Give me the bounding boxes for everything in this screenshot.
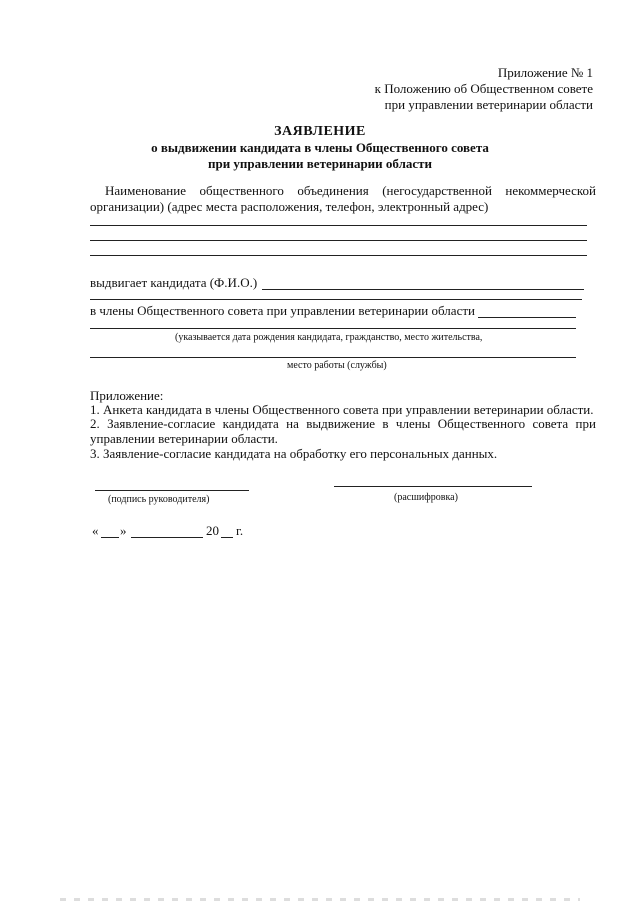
appendix-item-2-word: при xyxy=(575,416,596,431)
annex-regulation: к Положению об Общественном совете xyxy=(374,81,593,96)
candidate-details-line-2[interactable] xyxy=(90,357,576,358)
org-address-caption: организации) (адрес места расположения, телефон, электронный адрес) xyxy=(90,199,489,214)
appendix-item-2-word: выдвижение xyxy=(306,416,376,431)
council-membership-field[interactable] xyxy=(478,317,576,318)
document-title: ЗАЯВЛЕНИЕ xyxy=(274,124,366,139)
date-year-prefix: 20 xyxy=(206,523,219,538)
appendix-item-2-line-1 xyxy=(90,416,596,432)
appendix-item-2-word: кандидата xyxy=(222,416,279,431)
date-month-field[interactable] xyxy=(131,537,203,538)
org-word: Наименование xyxy=(105,183,186,198)
candidate-details-line-1[interactable] xyxy=(90,328,576,329)
appendix-item-2-word: Общественного xyxy=(437,416,526,431)
appendix-item-2-word: члены xyxy=(395,416,431,431)
candidate-details-hint-2: место работы (службы) xyxy=(287,360,387,371)
org-word: объединения xyxy=(297,183,369,198)
org-fill-line-2[interactable] xyxy=(90,240,587,241)
appendix-item-1: 1. Анкета кандидата в члены Общественного совета при управлении ветеринарии области. xyxy=(90,402,594,417)
appendix-item-3: 3. Заявление-согласие кандидата на обработку его персональных данных. xyxy=(90,446,498,461)
appendix-item-2-word: Заявление-согласие xyxy=(107,416,216,431)
appendix-item-2-word: совета xyxy=(532,416,569,431)
org-fill-line-3[interactable] xyxy=(90,255,587,256)
appendix-item-2-line-2: управлении ветеринарии области. xyxy=(90,431,278,446)
appendix-heading: Приложение: xyxy=(90,388,164,403)
date-year-field[interactable] xyxy=(221,537,233,538)
org-fill-line-1[interactable] xyxy=(90,225,587,226)
document-subtitle-2: при управлении ветеринарии области xyxy=(207,156,433,171)
org-word: (негосударственной xyxy=(382,183,492,198)
org-name-line xyxy=(90,183,596,199)
scan-artifact xyxy=(60,898,580,901)
org-word: общественного xyxy=(199,183,284,198)
org-word: некоммерческой xyxy=(505,183,596,198)
document-subtitle-1: о выдвижении кандидата в члены Общественного совета xyxy=(151,140,489,155)
date-open-quote: « xyxy=(92,523,99,538)
council-membership-label: в члены Общественного совета при управлении ветеринарии области xyxy=(90,303,475,318)
appendix-item-2-word: 2. xyxy=(90,416,100,431)
decode-signature-line[interactable] xyxy=(334,486,532,487)
appendix-item-2-word: в xyxy=(382,416,389,431)
date-close-quote: » xyxy=(120,523,127,538)
date-day-field[interactable] xyxy=(101,537,119,538)
head-signature-line[interactable] xyxy=(95,490,249,491)
nominates-label: выдвигает кандидата (Ф.И.О.) xyxy=(90,275,258,290)
annex-number: Приложение № 1 xyxy=(497,65,593,80)
head-signature-caption: (подпись руководителя) xyxy=(108,494,210,505)
annex-authority: при управлении ветеринарии области xyxy=(384,97,593,112)
date-year-suffix: г. xyxy=(236,523,244,538)
candidate-details-hint-1: (указывается дата рождения кандидата, гражданство, место жительства, xyxy=(175,332,483,343)
candidate-name-field[interactable] xyxy=(262,289,584,290)
candidate-fill-line[interactable] xyxy=(90,299,582,300)
appendix-item-2-word: на xyxy=(286,416,299,431)
decode-signature-caption: (расшифровка) xyxy=(394,492,458,503)
